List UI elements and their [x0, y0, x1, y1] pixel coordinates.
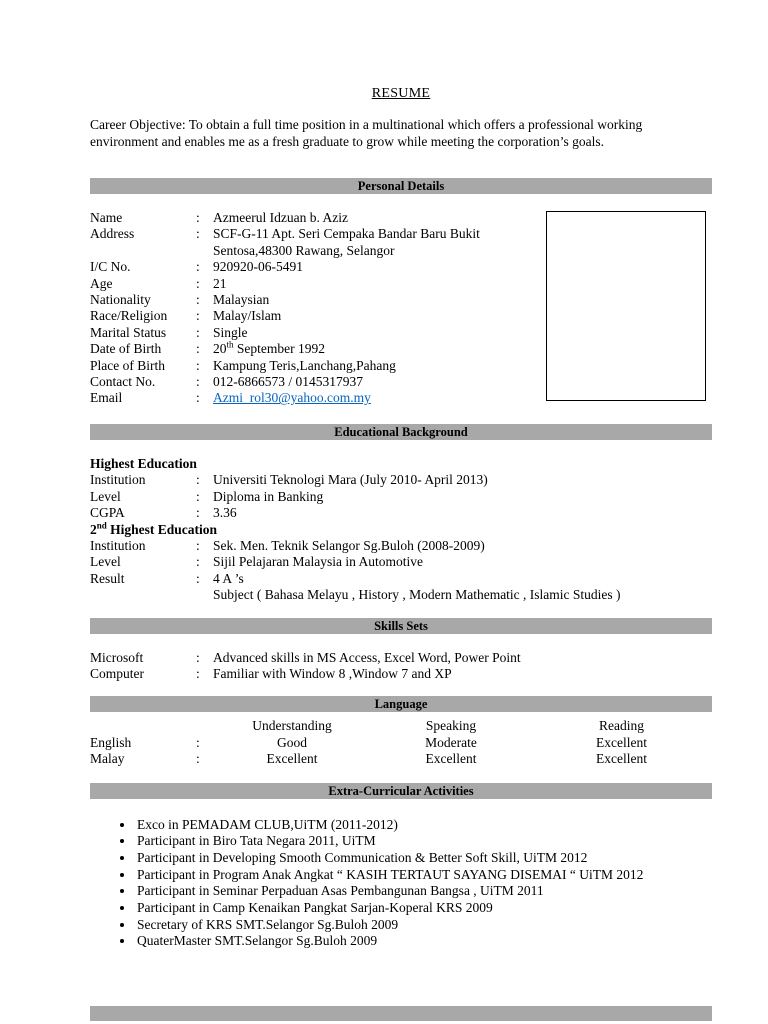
- subheading-number: 2: [90, 521, 97, 537]
- education-block: [90, 456, 712, 604]
- field-label: Institution: [90, 537, 146, 553]
- subheading-ordinal: nd: [96, 520, 107, 530]
- colon-separator: :: [196, 505, 200, 521]
- activity-item: • Participant in Biro Tata Negara 2011, UiTM: [135, 833, 712, 850]
- field-value: 012-6866573 / 0145317937: [213, 374, 363, 390]
- colon-separator: :: [196, 390, 200, 406]
- colon-separator: :: [196, 226, 200, 242]
- field-value: Diploma in Banking: [213, 488, 324, 504]
- field-label: Level: [90, 554, 121, 570]
- language-header-row: [90, 718, 712, 734]
- field-label: Age: [90, 275, 113, 291]
- field-label: Email: [90, 390, 123, 406]
- career-objective: Career Objective: To obtain a full time position in a multinational which offers a professional working environment and enables me as a fresh graduate to grow while meeting the corporation’s goals.: [90, 117, 643, 149]
- activity-item: • Participant in Program Anak Angkat “ KASIH TERTAUT SAYANG DISEMAI “ UiTM 2012: [135, 867, 712, 884]
- colon-separator: :: [196, 292, 200, 308]
- document-title: RESUME: [371, 86, 431, 101]
- language-cell: Good: [277, 734, 307, 750]
- section-header-extra-curricular: Extra-Curricular Activities: [90, 783, 712, 799]
- education-row: [90, 538, 712, 554]
- activity-item: • Exco in PEMADAM CLUB,UiTM (2011-2012): [135, 817, 712, 834]
- spacer: [90, 587, 196, 603]
- section-header-skills-sets: Skills Sets: [90, 618, 712, 634]
- language-column-header: Reading: [599, 718, 644, 734]
- skills-row: [90, 650, 712, 666]
- colon-separator: :: [196, 570, 200, 586]
- colon-separator: :: [196, 488, 200, 504]
- dob-ordinal: th: [226, 339, 234, 350]
- dob-day: 20: [213, 341, 227, 357]
- education-row: [90, 571, 712, 587]
- document-content: [90, 0, 712, 950]
- field-value: 3.36: [213, 505, 237, 521]
- colon-separator: :: [196, 357, 200, 373]
- education-row: [90, 489, 712, 505]
- field-label: Name: [90, 210, 123, 225]
- field-value: [213, 390, 543, 406]
- field-value: Azmeerul Idzuan b. Aziz: [213, 210, 348, 225]
- field-label: Contact No.: [90, 374, 156, 390]
- colon-separator: :: [196, 472, 200, 488]
- field-value: Malay/Islam: [213, 308, 282, 324]
- activity-item: • Participant in Developing Smooth Communication & Better Soft Skill, UiTM 2012: [135, 850, 712, 867]
- field-value: Advanced skills in MS Access, Excel Word, Power Point: [213, 649, 521, 665]
- colon-separator: :: [196, 554, 200, 570]
- field-label: Level: [90, 488, 121, 504]
- education-row: [90, 472, 712, 488]
- field-value: Single: [213, 324, 248, 340]
- education-row: [90, 587, 712, 603]
- activity-item: • QuaterMaster SMT.Selangor Sg.Buloh 2009: [135, 933, 712, 950]
- language-cell: Excellent: [266, 751, 318, 767]
- language-row: [90, 735, 712, 751]
- colon-separator: :: [196, 665, 200, 681]
- subject-line: Subject ( Bahasa Melayu , History , Modern Mathematic , Islamic Studies ): [213, 587, 621, 603]
- colon-separator: :: [196, 649, 200, 665]
- colon-separator: :: [196, 751, 200, 767]
- colon-separator: :: [196, 308, 200, 324]
- dob-rest: September 1992: [233, 341, 325, 357]
- field-value: SCF-G-11 Apt. Seri Cempaka Bandar Baru Bukit Sentosa,48300 Rawang, Selangor: [213, 226, 480, 258]
- skills-row: [90, 666, 712, 682]
- field-label: Result: [90, 570, 125, 586]
- activities-list: [90, 817, 712, 951]
- personal-details-block: [90, 210, 712, 407]
- activity-item: • Secretary of KRS SMT.Selangor Sg.Buloh 2009: [135, 917, 712, 934]
- language-table: [90, 718, 712, 767]
- field-label: Microsoft: [90, 649, 144, 665]
- colon-separator: :: [196, 324, 200, 340]
- spacer: [90, 718, 196, 734]
- language-cell: Excellent: [596, 751, 647, 767]
- field-value: 4 A ’s: [213, 570, 244, 586]
- colon-separator: :: [196, 374, 200, 390]
- field-value: [213, 341, 543, 357]
- subheading-text: Highest Education: [106, 521, 218, 537]
- education-row: [90, 505, 712, 521]
- activity-item: • Participant in Camp Kenaikan Pangkat Sarjan-Koperal KRS 2009: [135, 900, 712, 917]
- field-value: Sijil Pelajaran Malaysia in Automotive: [213, 554, 423, 570]
- spacer: [196, 587, 213, 603]
- field-label: Address: [90, 226, 135, 242]
- education-subheading-second: [90, 522, 712, 538]
- language-column-header: Speaking: [425, 718, 477, 734]
- colon-separator: :: [196, 537, 200, 553]
- field-value: Malaysian: [213, 292, 270, 308]
- field-label: Date of Birth: [90, 341, 162, 357]
- field-label: CGPA: [90, 505, 125, 521]
- field-label: Nationality: [90, 292, 151, 308]
- field-value: Universiti Teknologi Mara (July 2010- April 2013): [213, 472, 488, 488]
- field-value: Familiar with Window 8 ,Window 7 and XP: [213, 665, 452, 681]
- language-row: [90, 751, 712, 767]
- email-link[interactable]: Azmi_rol30@yahoo.com.my: [213, 390, 371, 406]
- section-header-personal-details: Personal Details: [90, 178, 712, 194]
- spacer: [196, 718, 213, 734]
- field-value: 21: [213, 275, 227, 291]
- photo-placeholder: [546, 211, 706, 401]
- activity-item: • Participant in Seminar Perpaduan Asas Pembangunan Bangsa , UiTM 2011: [135, 883, 712, 900]
- field-label: Race/Religion: [90, 308, 168, 324]
- section-header-language: Language: [90, 696, 712, 712]
- field-label: Place of Birth: [90, 357, 165, 373]
- colon-separator: :: [196, 275, 200, 291]
- colon-separator: :: [196, 210, 200, 225]
- field-value: Kampung Teris,Lanchang,Pahang: [213, 357, 396, 373]
- section-header-cutoff: [90, 1006, 712, 1021]
- field-value: 920920-06-5491: [213, 259, 303, 275]
- education-row: [90, 554, 712, 570]
- field-label: Marital Status: [90, 324, 167, 340]
- skills-block: [90, 650, 712, 683]
- language-name: Malay: [90, 751, 125, 767]
- field-value: Sek. Men. Teknik Selangor Sg.Buloh (2008-2009): [213, 537, 485, 553]
- language-cell: Excellent: [425, 751, 477, 767]
- education-subheading-first: Highest Education: [90, 455, 197, 471]
- colon-separator: :: [196, 259, 200, 275]
- language-column-header: Understanding: [252, 718, 332, 734]
- section-header-educational-background: Educational Background: [90, 424, 712, 440]
- colon-separator: :: [196, 341, 200, 357]
- language-cell: Excellent: [596, 734, 647, 750]
- field-label: Institution: [90, 472, 146, 488]
- field-label: Computer: [90, 665, 144, 681]
- language-name: English: [90, 734, 132, 750]
- colon-separator: :: [196, 734, 200, 750]
- language-cell: Moderate: [425, 734, 477, 750]
- field-label: I/C No.: [90, 259, 131, 275]
